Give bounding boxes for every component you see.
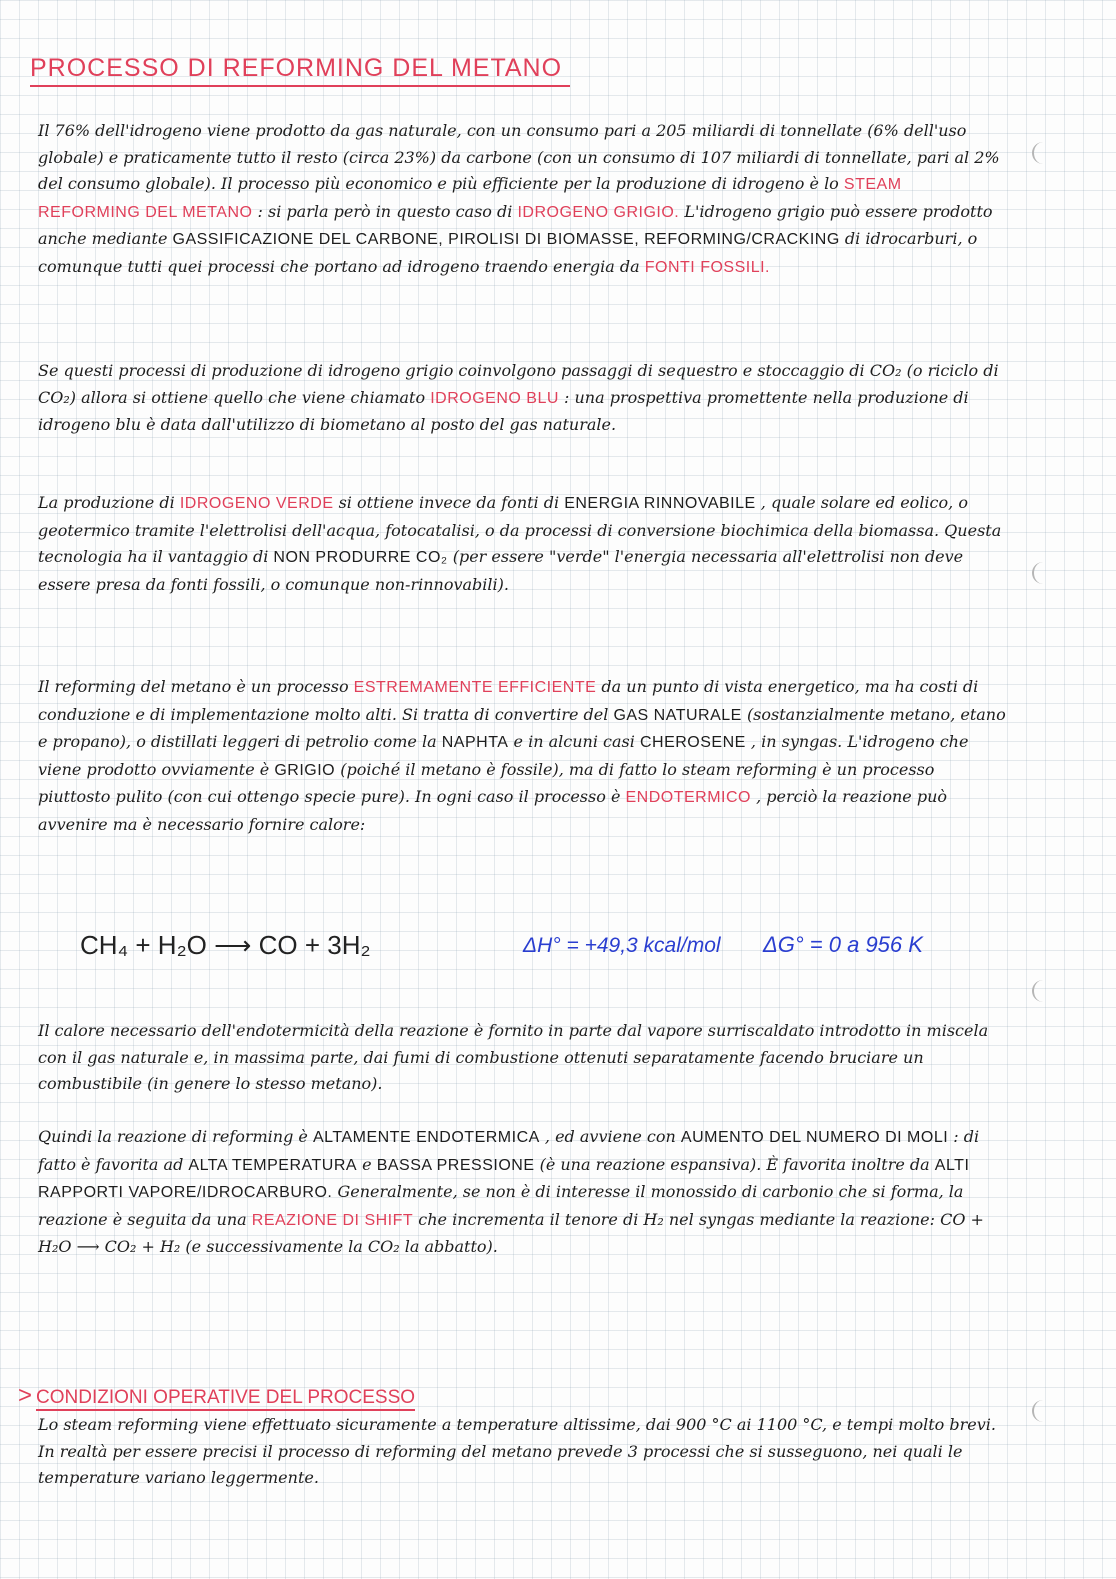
binder-hole-icon (1032, 142, 1048, 164)
text: che incrementa il tenore di H₂ nel syngas mediante la reazione: CO + H₂O ⟶ CO₂ + H₂ (e successivamente la CO₂ la abbatto). (38, 1209, 984, 1256)
highlight-steam-reforming: STEAM REFORMING DEL METANO (38, 176, 902, 221)
paragraph-conditions (38, 1124, 1008, 1261)
caps-altamente-endotermica: ALTAMENTE ENDOTERMICA (312, 1129, 540, 1146)
text: Il calore necessario dell'endotermicità della reazione è fornito in parte dal vapore surriscaldato introdotto in miscela con il gas naturale e, in massima parte, dai fumi di combustione ottenuti separatamente facendo bruciare un combustibile (in genere lo stesso metano). (38, 1021, 989, 1093)
caps-energia-rinnovabile: ENERGIA RINNOVABILE (564, 495, 756, 512)
paragraph-reforming (38, 674, 1008, 838)
text: si ottiene invece da fonti di (338, 493, 560, 512)
paragraph-heat (38, 1018, 1008, 1098)
text: Il 76% dell'idrogeno viene prodotto da gas naturale, con un consumo pari a 205 miliardi di tonnellate (6% dell'uso globale) e praticamente tutto il resto (circa 23%) da carbone (con un consumo di 107 miliardi di tonnellate, pari al 2% del consumo globale). Il processo più economico e più efficiente per la produzione di idrogeno è lo (38, 121, 1000, 193)
highlight-idrogeno-blu: IDROGENO BLU (430, 389, 559, 407)
text: : si parla però in questo caso di (257, 201, 513, 221)
text: L'idrogeno grigio può essere prodotto anche mediante (38, 201, 993, 248)
page-title: PROCESSO DI REFORMING DEL METANO (30, 54, 570, 87)
reaction-equation (80, 928, 980, 968)
caps-gas-naturale: GAS NATURALE (613, 706, 742, 724)
text: Se questi processi di produzione di idrogeno grigio coinvolgono passaggi di sequestro e stoccaggio di CO₂ (o riciclo di CO₂) allora si ottiene quello che viene chiamato (38, 361, 999, 407)
equation-main: CH₄ + H₂O ⟶ CO + 3H₂ (80, 930, 371, 960)
arrow-icon: > (18, 1382, 33, 1409)
section-heading (18, 1382, 415, 1410)
text: (sostanzialmente metano, etano e propano), o distillati leggeri di petrolio come la (38, 704, 1006, 751)
text: Quindi la reazione di reforming è (38, 1127, 308, 1146)
text: Il reforming del metano è un processo (38, 677, 349, 696)
highlight-reazione-shift: REAZIONE DI SHIFT (251, 1211, 414, 1229)
text: , quale solare ed eolico, o geotermico tramite l'elettrolisi dell'acqua, fotocatalisi, o da processi di conversione biochimica della biomassa. Questa tecnologia ha il vantaggio di (38, 493, 1002, 566)
caps-non-produrre: NON PRODURRE CO₂ (273, 549, 448, 566)
paragraph-blue-hydrogen (38, 358, 1008, 439)
highlight-fonti-fossili: FONTI FOSSILI. (644, 258, 770, 276)
text: Lo steam reforming viene effettuato sicuramente a temperature altissime, dai 900 °C ai 1100 °C, e tempi molto brevi. In realtà per essere precisi il processo di reforming del metano prevede 3 processi che si susseguono, nei quali le temperature variano leggermente. (38, 1415, 996, 1487)
text: e in alcuni casi (513, 732, 635, 751)
text: di idrocarburi, o comunque tutti quei processi che portano ad idrogeno traendo energia da (38, 229, 978, 276)
caps-bassa-pressione: BASSA PRESSIONE (376, 1156, 535, 1174)
caps-processes: GASSIFICAZIONE DEL CARBONE, PIROLISI DI BIOMASSE, REFORMING/CRACKING (172, 231, 840, 248)
equation-gibbs: ΔG° = 0 a 956 K (763, 932, 923, 957)
text: (è una reazione espansiva). È favorita inoltre da (539, 1154, 930, 1174)
section-title: CONDIZIONI OPERATIVE DEL PROCESSO (36, 1387, 415, 1411)
paragraph-hydrogen-sources (38, 118, 1008, 281)
text: : di fatto è favorita ad (38, 1127, 980, 1174)
binder-hole-icon (1032, 1400, 1048, 1422)
text: e (362, 1154, 372, 1174)
text: , in syngas. L'idrogeno che viene prodotto ovviamente è (38, 732, 969, 779)
text: , perciò la reazione può avvenire ma è necessario fornire calore: (38, 787, 948, 834)
caps-aumento-moli: AUMENTO DEL NUMERO DI MOLI (680, 1129, 949, 1146)
caps-cherosene: CHEROSENE (639, 734, 746, 751)
text: : una prospettiva promettente nella produzione di idrogeno blu è data dall'utilizzo di biometano al posto del gas naturale. (38, 387, 969, 434)
caps-alta-temperatura: ALTA TEMPERATURA (188, 1156, 358, 1174)
text: da un punto di vista energetico, ma ha costi di conduzione e di implementazione molto alti. Si tratta di convertire del (38, 677, 979, 724)
text: La produzione di (38, 493, 175, 512)
caps-grigio: GRIGIO (274, 761, 336, 779)
caps-alti-rapporti: ALTI RAPPORTI VAPORE/IDROCARBURO. (38, 1156, 970, 1201)
paragraph-green-hydrogen (38, 490, 1008, 598)
equation-enthalpy: ΔH° = +49,3 kcal/mol (523, 934, 721, 957)
highlight-idrogeno-grigio: IDROGENO GRIGIO. (517, 203, 680, 221)
text: (per essere "verde" l'energia necessaria all'elettrolisi non deve essere presa da fonti fossili, o comunque non-rinnovabili). (38, 547, 964, 594)
binder-hole-icon (1032, 562, 1048, 584)
text: (poiché il metano è fossile), ma di fatto lo steam reforming è un processo piuttosto pulito (con cui ottengo specie pure). In ogni caso il processo è (38, 759, 935, 806)
highlight-efficiente: ESTREMAMENTE EFFICIENTE (353, 679, 597, 696)
paragraph-operating-conditions (38, 1412, 1008, 1492)
text: , ed avviene con (544, 1127, 676, 1146)
binder-hole-icon (1032, 980, 1048, 1002)
caps-naphta: NAPHTA (441, 734, 509, 751)
highlight-idrogeno-verde: IDROGENO VERDE (179, 495, 334, 512)
highlight-endotermico: ENDOTERMICO (625, 789, 751, 806)
text: Generalmente, se non è di interesse il monossido di carbonio che si forma, la reazione è seguita da una (38, 1182, 964, 1229)
